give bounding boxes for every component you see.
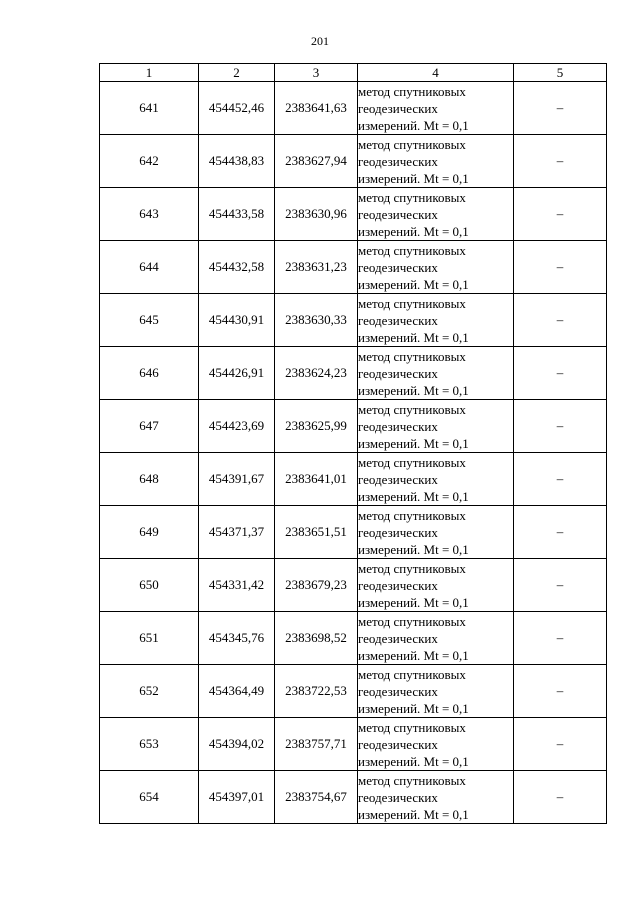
note-dash: – xyxy=(514,771,607,824)
coordinate-y: 2383624,23 xyxy=(275,347,358,400)
point-number: 649 xyxy=(100,506,199,559)
note-dash: – xyxy=(514,135,607,188)
coordinate-x: 454432,58 xyxy=(199,241,275,294)
point-number: 641 xyxy=(100,82,199,135)
point-number: 653 xyxy=(100,718,199,771)
coordinate-x: 454331,42 xyxy=(199,559,275,612)
header-col-5: 5 xyxy=(514,64,607,82)
method-line: измерений. Mt = 0,1 xyxy=(358,223,469,239)
table-row xyxy=(100,188,607,241)
header-col-3: 3 xyxy=(275,64,358,82)
coordinate-y: 2383625,99 xyxy=(275,400,358,453)
table-body xyxy=(100,82,607,824)
method-description xyxy=(358,771,514,824)
coordinate-x: 454438,83 xyxy=(199,135,275,188)
method-line: геодезических xyxy=(358,153,438,169)
method-description xyxy=(358,294,514,347)
coordinate-x: 454345,76 xyxy=(199,612,275,665)
method-line: геодезических xyxy=(358,365,438,381)
table-row xyxy=(100,453,607,506)
method-description xyxy=(358,718,514,771)
coordinate-x: 454391,67 xyxy=(199,453,275,506)
method-line: геодезических xyxy=(358,471,438,487)
coordinate-y: 2383757,71 xyxy=(275,718,358,771)
coordinate-x: 454426,91 xyxy=(199,347,275,400)
note-dash: – xyxy=(514,347,607,400)
method-line: измерений. Mt = 0,1 xyxy=(358,170,469,186)
coordinate-x: 454397,01 xyxy=(199,771,275,824)
header-col-2: 2 xyxy=(199,64,275,82)
note-dash: – xyxy=(514,82,607,135)
method-line: метод спутниковых xyxy=(358,83,466,99)
coordinate-x: 454364,49 xyxy=(199,665,275,718)
method-line: метод спутниковых xyxy=(358,666,466,682)
method-line: геодезических xyxy=(358,683,438,699)
method-line: метод спутниковых xyxy=(358,242,466,258)
method-line: геодезических xyxy=(358,789,438,805)
method-description xyxy=(358,400,514,453)
method-line: геодезических xyxy=(358,100,438,116)
method-line: измерений. Mt = 0,1 xyxy=(358,753,469,769)
coordinate-y: 2383630,96 xyxy=(275,188,358,241)
method-line: метод спутниковых xyxy=(358,719,466,735)
point-number: 651 xyxy=(100,612,199,665)
method-line: геодезических xyxy=(358,312,438,328)
table-row xyxy=(100,665,607,718)
method-description xyxy=(358,559,514,612)
note-dash: – xyxy=(514,453,607,506)
method-line: геодезических xyxy=(358,736,438,752)
point-number: 650 xyxy=(100,559,199,612)
method-description xyxy=(358,135,514,188)
coordinate-x: 454433,58 xyxy=(199,188,275,241)
coordinate-y: 2383627,94 xyxy=(275,135,358,188)
coordinate-y: 2383641,63 xyxy=(275,82,358,135)
method-line: метод спутниковых xyxy=(358,136,466,152)
method-line: метод спутниковых xyxy=(358,454,466,470)
note-dash: – xyxy=(514,188,607,241)
method-description xyxy=(358,347,514,400)
method-line: измерений. Mt = 0,1 xyxy=(358,541,469,557)
note-dash: – xyxy=(514,294,607,347)
coordinate-y: 2383630,33 xyxy=(275,294,358,347)
method-line: измерений. Mt = 0,1 xyxy=(358,647,469,663)
point-number: 654 xyxy=(100,771,199,824)
coordinate-y: 2383631,23 xyxy=(275,241,358,294)
method-line: измерений. Mt = 0,1 xyxy=(358,435,469,451)
note-dash: – xyxy=(514,506,607,559)
table-row xyxy=(100,294,607,347)
coordinate-y: 2383754,67 xyxy=(275,771,358,824)
coordinate-x: 454423,69 xyxy=(199,400,275,453)
point-number: 648 xyxy=(100,453,199,506)
note-dash: – xyxy=(514,665,607,718)
method-description xyxy=(358,506,514,559)
table-row xyxy=(100,135,607,188)
method-description xyxy=(358,612,514,665)
method-line: метод спутниковых xyxy=(358,295,466,311)
coordinates-table xyxy=(99,63,607,824)
coordinate-y: 2383698,52 xyxy=(275,612,358,665)
page-number: 201 xyxy=(311,34,329,48)
header-col-4: 4 xyxy=(358,64,514,82)
method-description xyxy=(358,665,514,718)
table-row xyxy=(100,347,607,400)
method-line: геодезических xyxy=(358,259,438,275)
method-description xyxy=(358,453,514,506)
method-line: метод спутниковых xyxy=(358,613,466,629)
note-dash: – xyxy=(514,612,607,665)
table-row xyxy=(100,612,607,665)
coordinate-x: 454371,37 xyxy=(199,506,275,559)
header-row xyxy=(100,64,607,82)
table-row xyxy=(100,559,607,612)
coordinate-x: 454394,02 xyxy=(199,718,275,771)
method-line: измерений. Mt = 0,1 xyxy=(358,329,469,345)
note-dash: – xyxy=(514,718,607,771)
point-number: 646 xyxy=(100,347,199,400)
coordinate-y: 2383651,51 xyxy=(275,506,358,559)
point-number: 643 xyxy=(100,188,199,241)
coordinate-y: 2383679,23 xyxy=(275,559,358,612)
note-dash: – xyxy=(514,400,607,453)
table-row xyxy=(100,241,607,294)
method-line: метод спутниковых xyxy=(358,348,466,364)
method-line: измерений. Mt = 0,1 xyxy=(358,488,469,504)
coordinate-y: 2383641,01 xyxy=(275,453,358,506)
method-line: геодезических xyxy=(358,577,438,593)
method-line: метод спутниковых xyxy=(358,401,466,417)
point-number: 652 xyxy=(100,665,199,718)
method-line: метод спутниковых xyxy=(358,772,466,788)
method-line: измерений. Mt = 0,1 xyxy=(358,806,469,822)
method-line: геодезических xyxy=(358,524,438,540)
method-description xyxy=(358,188,514,241)
note-dash: – xyxy=(514,559,607,612)
method-line: геодезических xyxy=(358,206,438,222)
method-line: измерений. Mt = 0,1 xyxy=(358,594,469,610)
table-row xyxy=(100,718,607,771)
method-description xyxy=(358,82,514,135)
coordinate-x: 454452,46 xyxy=(199,82,275,135)
method-line: метод спутниковых xyxy=(358,507,466,523)
table-row xyxy=(100,400,607,453)
method-line: измерений. Mt = 0,1 xyxy=(358,700,469,716)
coordinate-x: 454430,91 xyxy=(199,294,275,347)
point-number: 642 xyxy=(100,135,199,188)
coordinate-y: 2383722,53 xyxy=(275,665,358,718)
table-row xyxy=(100,771,607,824)
method-line: измерений. Mt = 0,1 xyxy=(358,117,469,133)
method-line: геодезических xyxy=(358,418,438,434)
method-line: метод спутниковых xyxy=(358,560,466,576)
point-number: 647 xyxy=(100,400,199,453)
method-line: геодезических xyxy=(358,630,438,646)
method-line: метод спутниковых xyxy=(358,189,466,205)
method-line: измерений. Mt = 0,1 xyxy=(358,276,469,292)
point-number: 644 xyxy=(100,241,199,294)
note-dash: – xyxy=(514,241,607,294)
header-col-1: 1 xyxy=(100,64,199,82)
method-description xyxy=(358,241,514,294)
table-row xyxy=(100,82,607,135)
table-row xyxy=(100,506,607,559)
method-line: измерений. Mt = 0,1 xyxy=(358,382,469,398)
point-number: 645 xyxy=(100,294,199,347)
